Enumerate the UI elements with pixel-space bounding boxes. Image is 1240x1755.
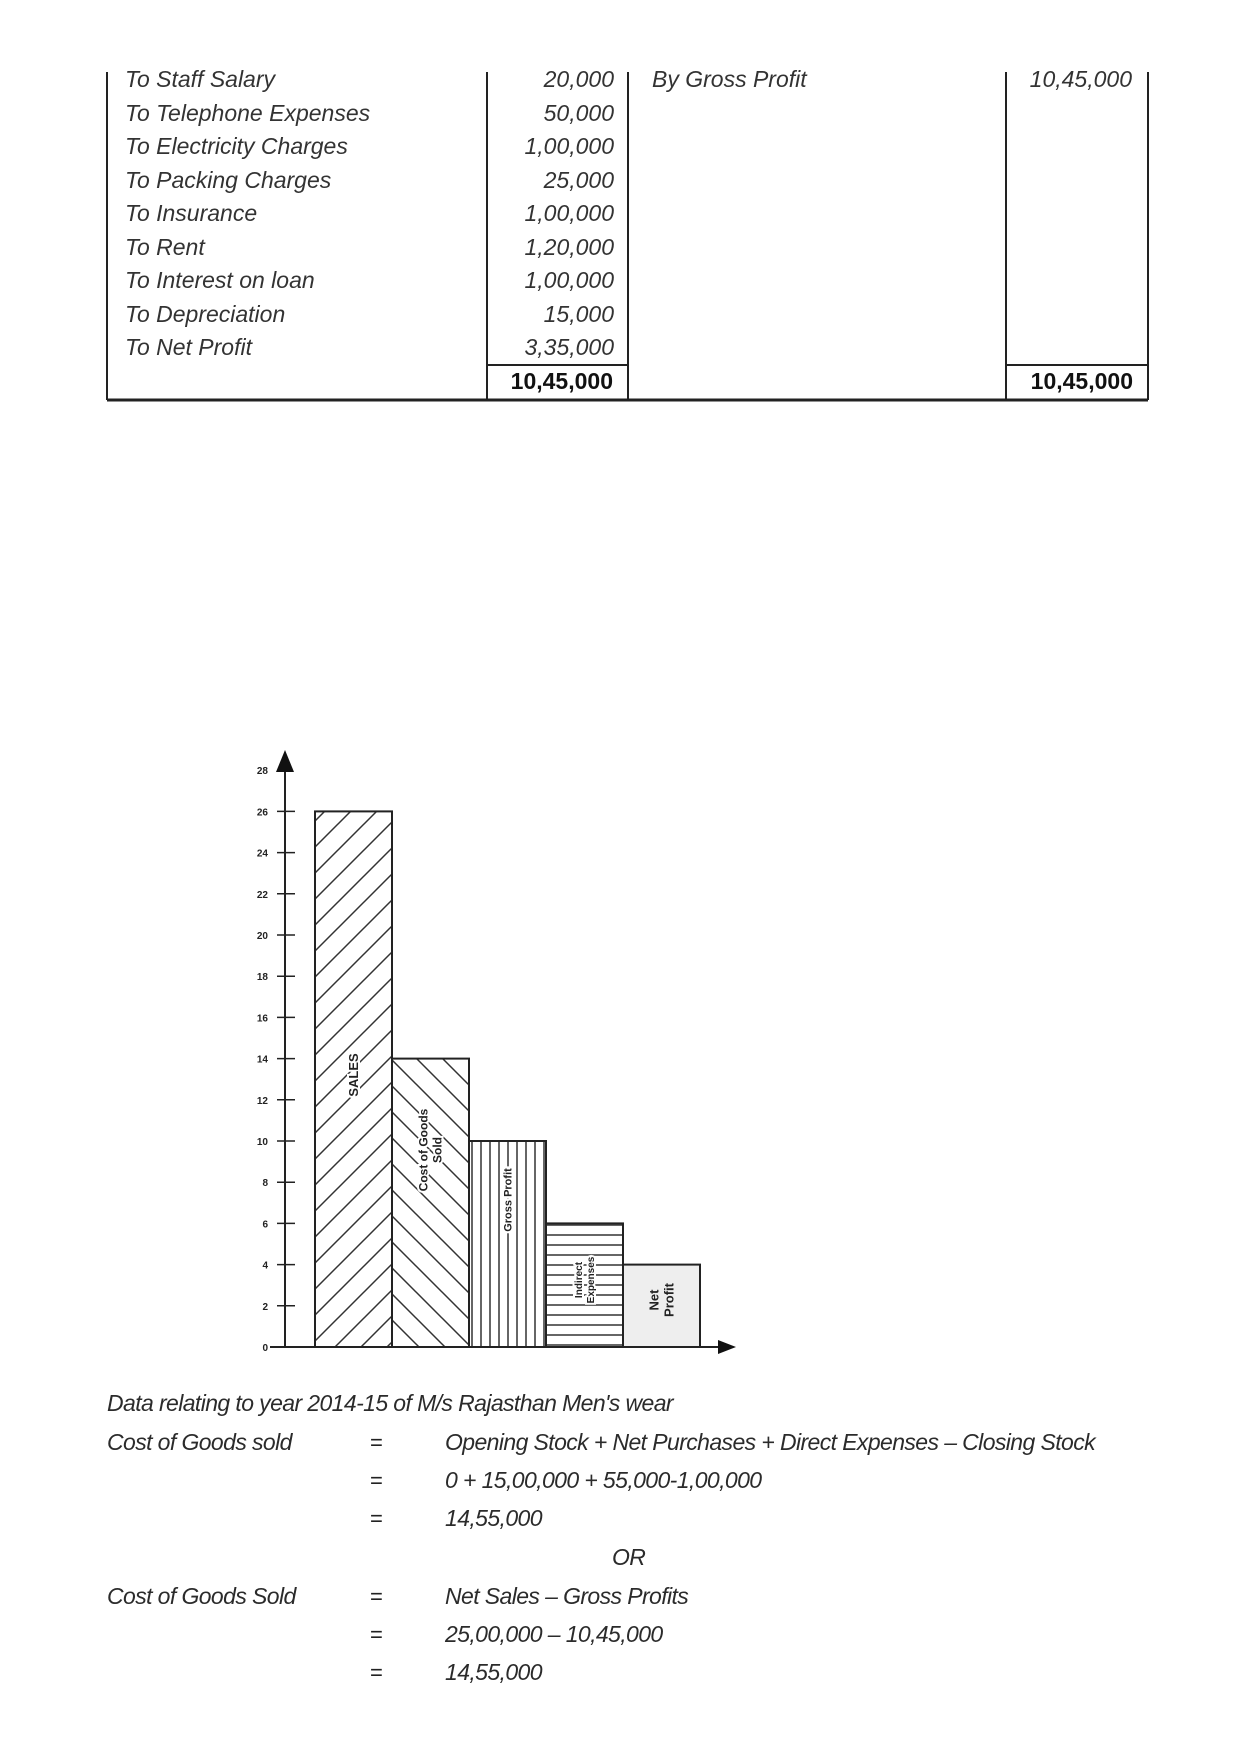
equals-sign: = [370, 1622, 383, 1647]
y-tick-label: 26 [256, 807, 268, 819]
cogs-result-2: 14,55,000 [445, 1659, 542, 1685]
equals-sign: = [370, 1660, 383, 1685]
y-tick-label: 2 [262, 1301, 268, 1313]
y-tick-label: 28 [256, 766, 268, 778]
debit-amount: 25,000 [543, 166, 614, 193]
debit-total: 10,45,000 [510, 368, 613, 394]
credit-amount: 10,45,000 [1029, 66, 1132, 92]
debit-label: To Electricity Charges [125, 133, 348, 159]
debit-amount: 1,00,000 [524, 133, 614, 159]
debit-amount: 1,00,000 [524, 267, 614, 293]
bar-label: Cost of Goods [416, 1108, 431, 1192]
debit-label: To Packing Charges [125, 166, 332, 193]
y-tick-label: 12 [256, 1095, 268, 1107]
bar-label: Profit [661, 1283, 677, 1317]
debit-label: To Insurance [125, 200, 258, 226]
cogs-formula-1: Opening Stock + Net Purchases + Direct Expenses – Closing Stock [445, 1429, 1095, 1455]
bar-label: Indirect [574, 1261, 585, 1299]
bar-cost-of-goods-sold [392, 1059, 469, 1347]
bar-label: SALES [346, 1053, 362, 1097]
y-tick-label: 14 [256, 1054, 268, 1066]
bar-label: Sold [430, 1137, 445, 1163]
debit-label: To Net Profit [125, 334, 252, 360]
y-axis-arrow [276, 750, 294, 772]
y-tick-label: 20 [256, 931, 268, 942]
debit-amount: 15,000 [543, 300, 614, 327]
notes-heading: Data relating to year 2014-15 of M/s Rajasthan Men's wear [107, 1390, 673, 1416]
bar-label: Net [646, 1289, 662, 1311]
y-tick-label: 16 [256, 1013, 268, 1025]
y-tick-label: 6 [262, 1219, 268, 1231]
debit-label: To Telephone Expenses [125, 99, 371, 126]
y-tick-label: 18 [256, 972, 268, 984]
equals-sign: = [370, 1468, 383, 1493]
cogs-formula-4: 25,00,000 – 10,45,000 [445, 1621, 663, 1647]
cogs-label-2: Cost of Goods Sold [107, 1583, 296, 1609]
debit-label: To Interest on loan [125, 267, 315, 293]
y-tick-label: 4 [262, 1260, 268, 1272]
cogs-formula-3: Net Sales – Gross Profits [445, 1583, 689, 1609]
cogs-label-1: Cost of Goods sold [107, 1429, 292, 1455]
credit-total: 10,45,000 [1030, 368, 1133, 394]
debit-label: To Rent [125, 233, 205, 260]
credit-label: By Gross Profit [652, 66, 807, 92]
y-tick-label: 24 [256, 848, 268, 860]
cogs-result-1: 14,55,000 [445, 1505, 542, 1531]
bar-label: Gross Profit [502, 1168, 515, 1232]
x-axis-arrow [718, 1340, 736, 1354]
equals-sign: = [370, 1506, 383, 1531]
or-separator: OR [612, 1544, 646, 1570]
debit-amount: 1,00,000 [524, 200, 614, 226]
debit-amount: 1,20,000 [524, 233, 614, 260]
debit-amount: 50,000 [543, 99, 614, 126]
debit-label: To Depreciation [125, 300, 286, 327]
equals-sign: = [370, 1584, 383, 1609]
y-tick-label: 22 [256, 889, 268, 901]
debit-label: To Staff Salary [125, 66, 276, 92]
bar-chart [0, 720, 1240, 1360]
debit-amount: 3,35,000 [524, 334, 614, 360]
cogs-formula-2: 0 + 15,00,000 + 55,000-1,00,000 [445, 1467, 762, 1493]
y-tick-label: 8 [262, 1178, 268, 1190]
debit-amount: 20,000 [543, 66, 614, 92]
y-tick-label: 0 [262, 1343, 268, 1354]
trading-pl-account-table [0, 0, 1240, 420]
equals-sign: = [370, 1430, 383, 1455]
y-tick-label: 10 [256, 1137, 268, 1148]
bar-label: Expenses [586, 1256, 597, 1304]
